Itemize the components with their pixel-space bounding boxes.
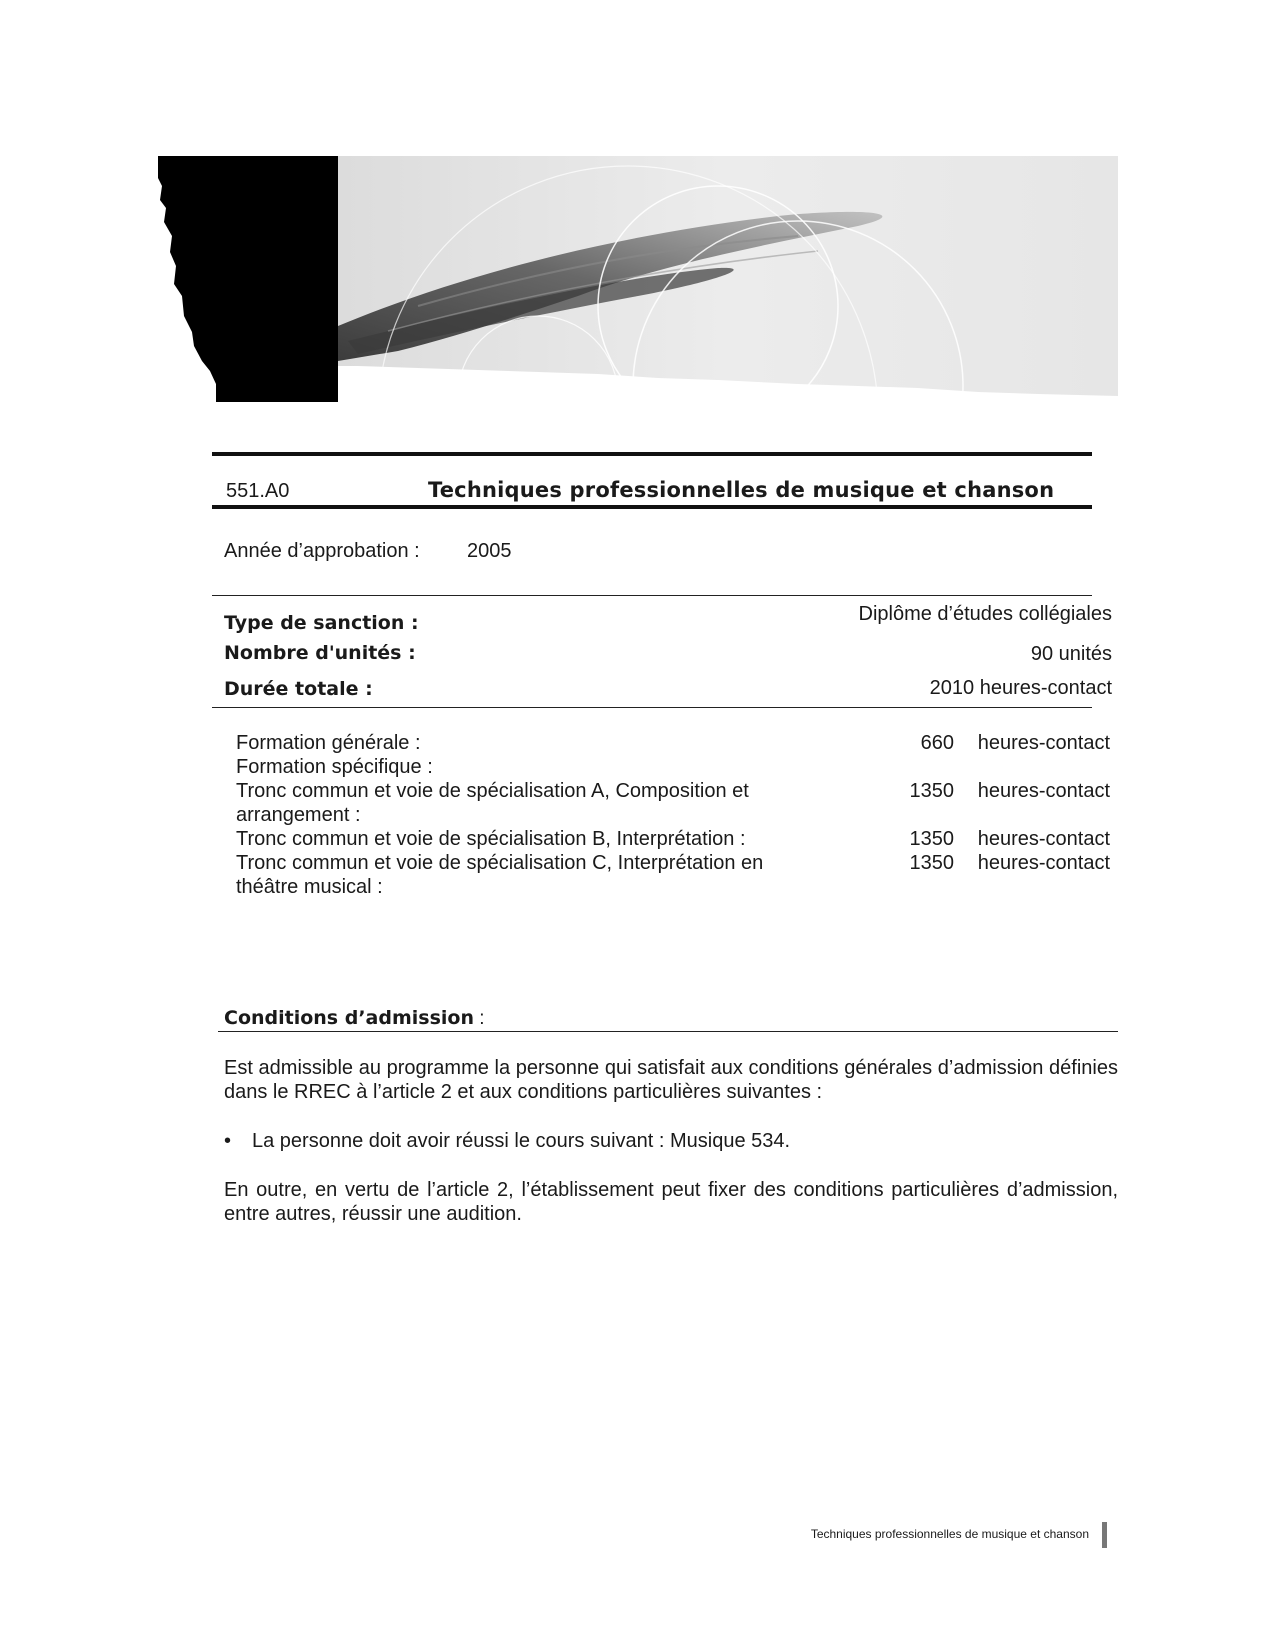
breakdown-unit: heures-contact — [977, 780, 1110, 802]
breakdown-hours: 1350 — [909, 780, 954, 802]
bullet-icon: • — [224, 1130, 232, 1152]
approval-year: 2005 — [467, 540, 512, 562]
header-top-rule — [212, 452, 1092, 456]
program-title: Techniques professionnelles de musique et chanson — [428, 478, 1055, 502]
header-banner-image — [158, 156, 1118, 414]
sanction-label: Type de sanction : — [224, 612, 419, 634]
admission-heading — [224, 1007, 485, 1030]
breakdown-hours: 660 — [920, 732, 954, 754]
units-value: 90 unités — [1030, 643, 1112, 665]
summary-top-rule — [212, 595, 1092, 596]
sanction-value: Diplôme d’études collégiales — [858, 603, 1112, 625]
admission-intro: Est admissible au programme la personne qui satisfait aux conditions générales d’admission définies dans le RREC à l’article 2 et aux conditions particulières suivantes : — [224, 1057, 1118, 1103]
footer-title: Techniques professionnelles de musique et chanson — [810, 1527, 1089, 1541]
footer-bar — [1102, 1522, 1107, 1548]
duration-value: 2010 heures-contact — [929, 677, 1112, 699]
header-bottom-rule — [212, 505, 1092, 509]
breakdown-label: Tronc commun et voie de spécialisation A, Composition et arrangement : — [236, 780, 749, 826]
duration-label: Durée totale : — [224, 678, 373, 700]
breakdown-unit: heures-contact — [977, 852, 1110, 874]
admission-heading-text: Conditions d’admission — [224, 1007, 474, 1029]
admission-outro: En outre, en vertu de l’article 2, l’établissement peut fixer des conditions particulières d’admission, entre autres, réussir une audition. — [224, 1179, 1118, 1225]
admission-requirement-text: La personne doit avoir réussi le cours suivant : Musique 534. — [252, 1130, 791, 1152]
units-label: Nombre d'unités : — [224, 642, 416, 664]
summary-bottom-rule — [212, 707, 1092, 708]
admission-rule — [218, 1031, 1118, 1032]
breakdown-hours: 1350 — [909, 852, 954, 874]
breakdown-unit: heures-contact — [977, 828, 1110, 850]
breakdown-label: Tronc commun et voie de spécialisation B, Interprétation : — [236, 828, 746, 850]
approval-label: Année d’approbation : — [224, 540, 420, 562]
breakdown-hours: 1350 — [909, 828, 954, 850]
breakdown-label: Formation générale : — [236, 732, 421, 754]
breakdown-label: Formation spécifique : — [236, 756, 433, 778]
breakdown-unit: heures-contact — [977, 732, 1110, 754]
program-code: 551.A0 — [226, 480, 290, 502]
breakdown-label: Tronc commun et voie de spécialisation C, Interprétation en théâtre musical : — [236, 852, 764, 898]
admission-heading-colon: : — [474, 1008, 485, 1029]
